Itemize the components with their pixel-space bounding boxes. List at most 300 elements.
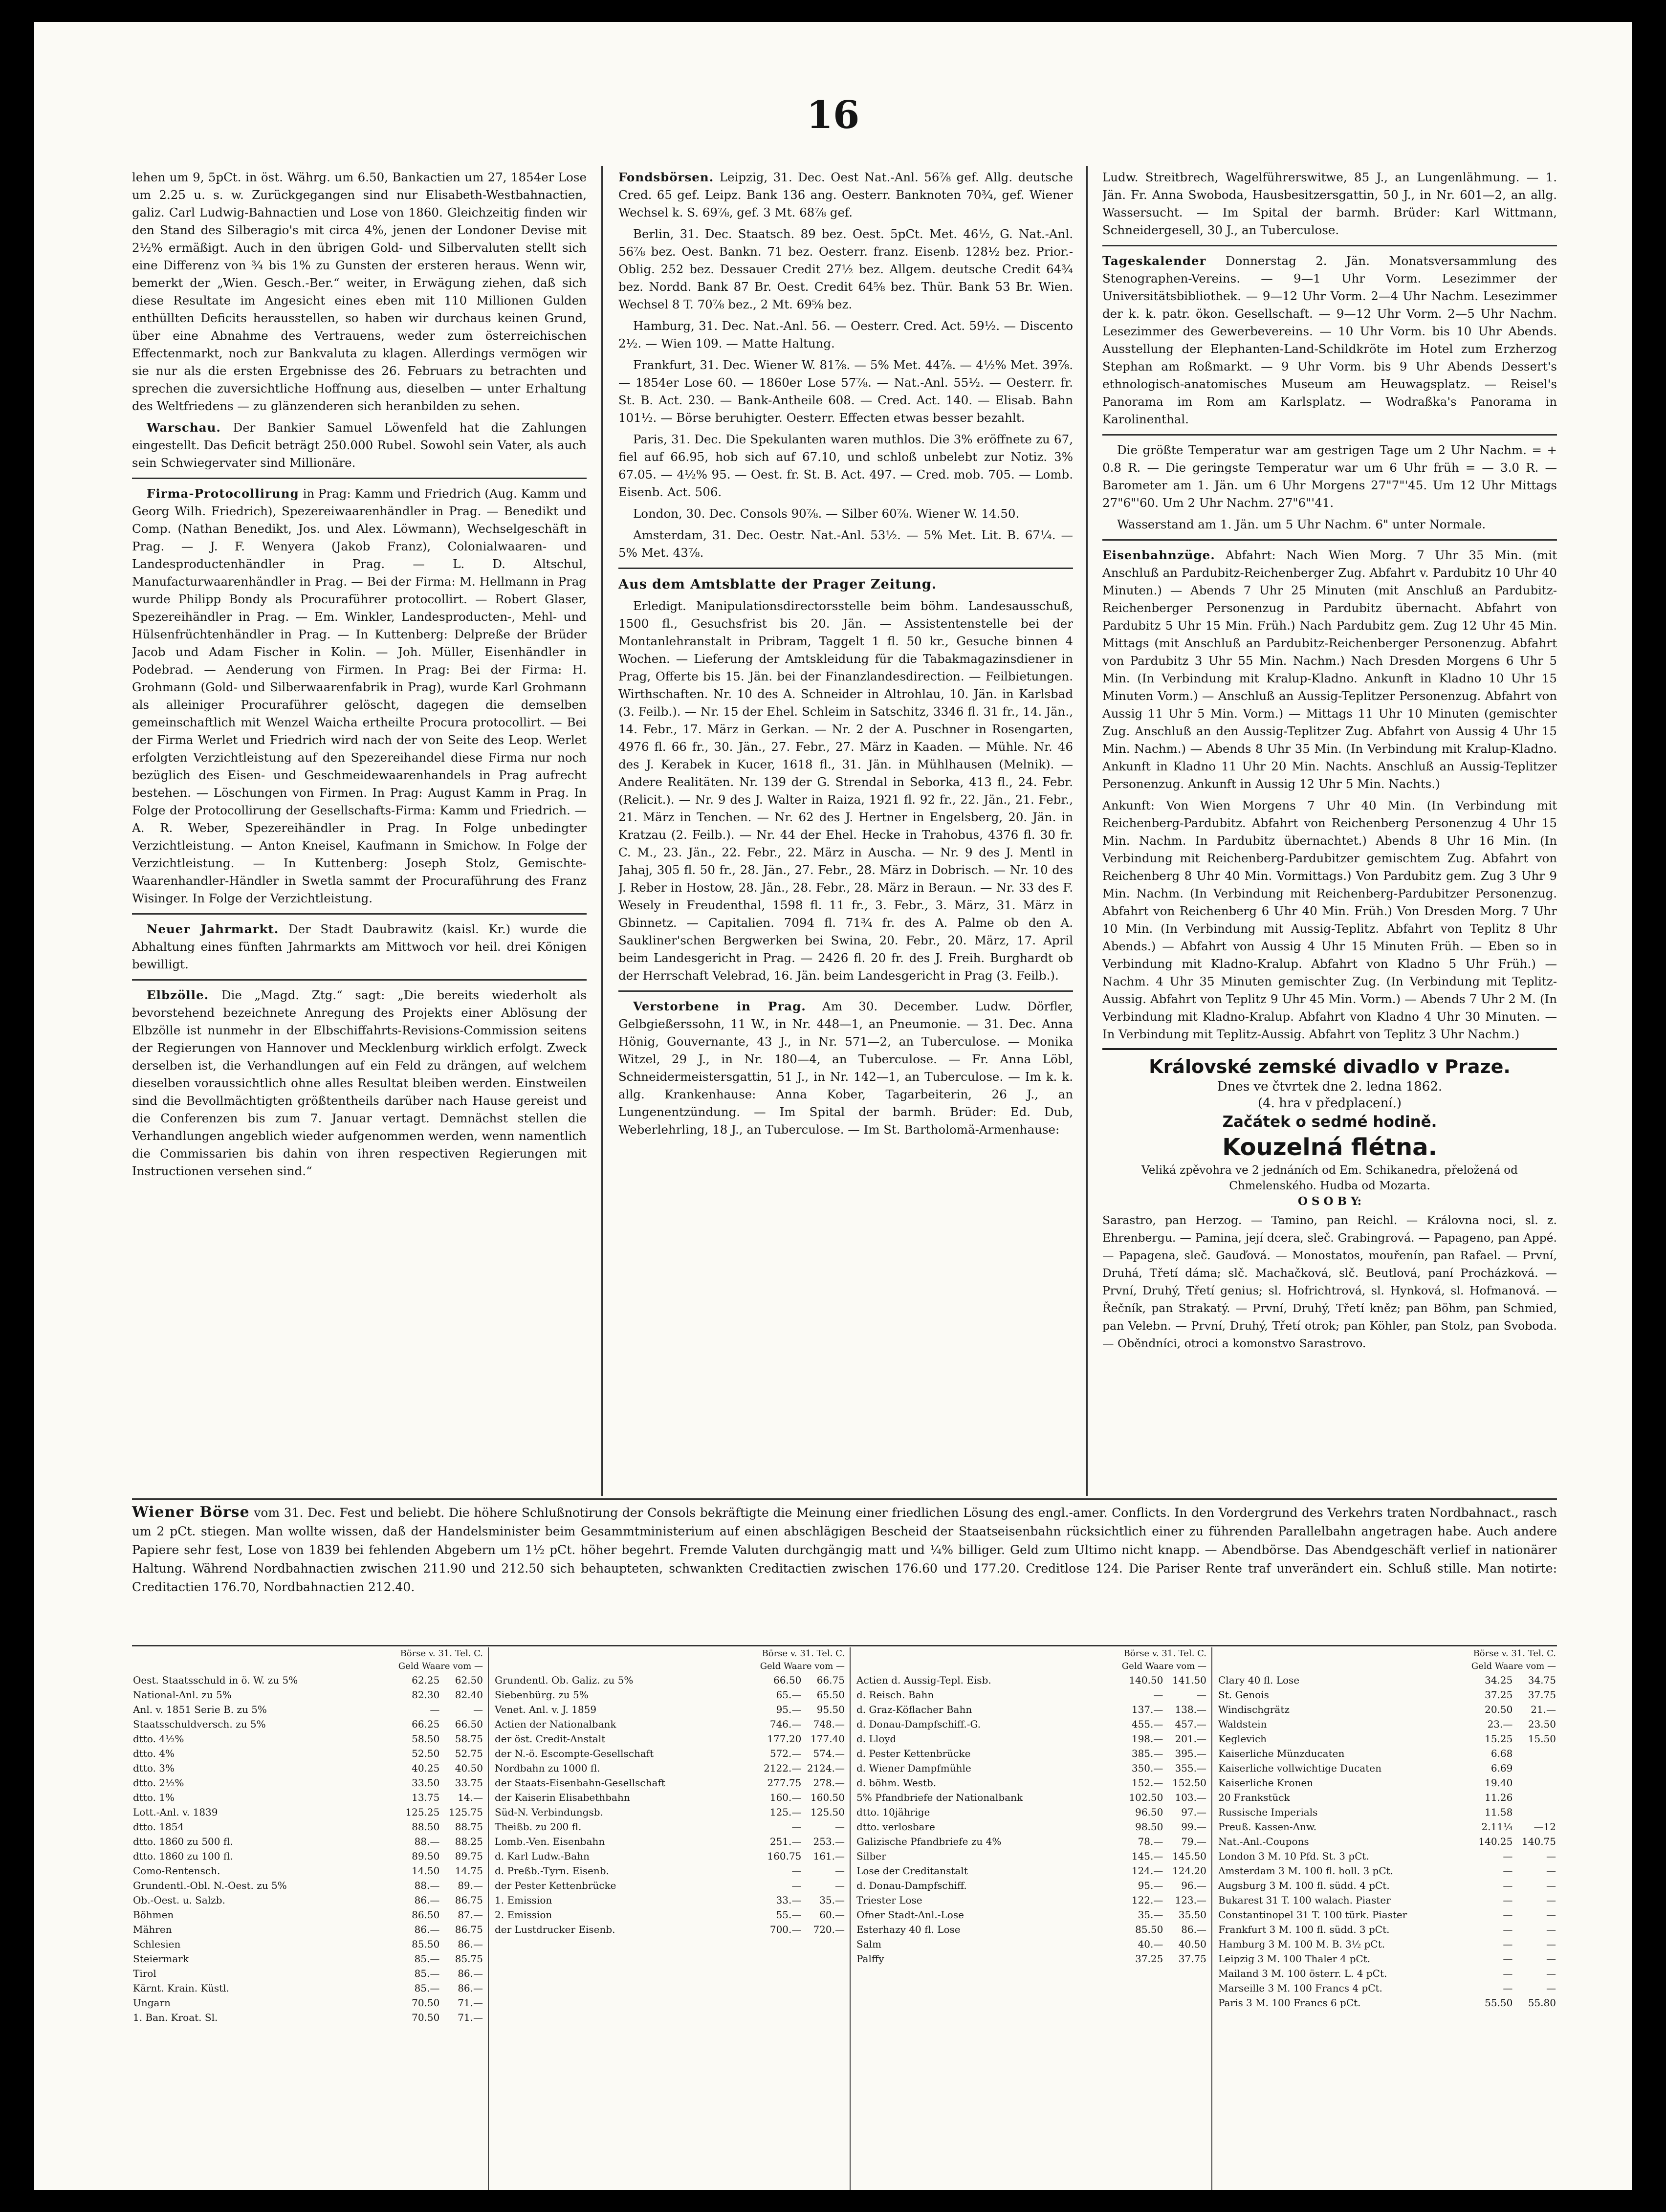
table-row bbox=[1217, 1775, 1557, 1790]
article-eisenbahn bbox=[1102, 547, 1557, 793]
waare-value: 720.— bbox=[813, 1924, 845, 1935]
geld-value: 122.— bbox=[1131, 1894, 1163, 1906]
table-header: Börse v. 31. Tel. C. bbox=[1473, 1648, 1556, 1659]
waare-value: — bbox=[1546, 1894, 1556, 1906]
geld-value: 251.— bbox=[769, 1836, 802, 1847]
security-name: d. Pester Kettenbrücke bbox=[856, 1748, 971, 1759]
waare-value: 66.75 bbox=[816, 1674, 845, 1686]
rates-table bbox=[1217, 1647, 1557, 2010]
waare-value: — bbox=[1546, 1982, 1556, 1994]
article-heading: Warschau. bbox=[147, 420, 221, 435]
security-name: der öst. Credit-Anstalt bbox=[495, 1733, 606, 1745]
waare-value: 23.50 bbox=[1528, 1718, 1556, 1730]
security-name: Steiermark bbox=[133, 1953, 189, 1965]
article-heading: Fondsbörsen. bbox=[618, 170, 714, 184]
security-name: dtto. 1860 zu 100 fl. bbox=[133, 1850, 233, 1862]
geld-value: 160.75 bbox=[767, 1850, 802, 1862]
table-row bbox=[132, 1775, 484, 1790]
security-name: d. Wiener Dampfmühle bbox=[856, 1762, 971, 1774]
waare-value: — bbox=[1546, 1938, 1556, 1950]
wiener-boerse-report bbox=[132, 1503, 1557, 1597]
column-2 bbox=[618, 169, 1073, 1493]
geld-value: 35.— bbox=[1138, 1909, 1163, 1921]
security-name: 2. Emission bbox=[495, 1909, 552, 1921]
waare-value: 14.75 bbox=[455, 1865, 483, 1877]
security-name: der Pester Kettenbrücke bbox=[495, 1880, 616, 1891]
security-name: d. Donau-Dampfschiff.-G. bbox=[856, 1718, 981, 1730]
waare-value: 40.50 bbox=[1178, 1938, 1206, 1950]
divider bbox=[618, 568, 1073, 569]
security-name: d. Preßb.-Tyrn. Eisenb. bbox=[495, 1865, 609, 1877]
security-name: St. Genois bbox=[1218, 1689, 1269, 1701]
geld-value: 20.50 bbox=[1485, 1704, 1513, 1715]
geld-value: 11.26 bbox=[1485, 1792, 1513, 1803]
temperature-report: Die größte Temperatur war am gestrigen Tage um 2 Uhr Nachm. = + 0.8 R. — Die geringste Temperatur war um 6 Uhr früh = — 3.0 R. — Barometer am 1. Jän. um 6 Uhr Morgens 27"7"'45. Um 12 Uhr Mittags 27"6"'60. Um 2 Uhr Nachm. 27"6"'41. bbox=[1102, 443, 1557, 510]
table-row bbox=[494, 1673, 846, 1687]
waare-value: 89.— bbox=[458, 1880, 483, 1891]
geld-value: 65.— bbox=[776, 1689, 802, 1701]
waare-value: 82.40 bbox=[455, 1689, 483, 1701]
table-row bbox=[132, 1863, 484, 1878]
waare-value: 66.50 bbox=[455, 1718, 483, 1730]
table-row bbox=[132, 1717, 484, 1731]
geld-value: 455.— bbox=[1131, 1718, 1163, 1730]
waare-value: — bbox=[1546, 1850, 1556, 1862]
security-name: der Staats-Eisenbahn-Gesellschaft bbox=[495, 1777, 665, 1789]
geld-value: 96.50 bbox=[1135, 1806, 1163, 1818]
geld-value: — bbox=[1503, 1924, 1513, 1935]
theatre-cast-heading: O S O B Y: bbox=[1297, 1195, 1362, 1208]
geld-value: — bbox=[1503, 1968, 1513, 1979]
security-name: Silber bbox=[856, 1850, 886, 1862]
table-row bbox=[855, 1775, 1207, 1790]
geld-value: 85.— bbox=[414, 1968, 440, 1979]
article-text: Der Bankier Samuel Löwenfeld hat die Zahlungen eingestellt. Das Deficit beträgt 250.000 Rubel. Sowohl sein Vater, als auch sein Schwiegervater sind Millionäre. bbox=[132, 420, 587, 470]
geld-value: 62.25 bbox=[412, 1674, 440, 1686]
geld-value: 125.— bbox=[769, 1806, 802, 1818]
geld-value: 140.50 bbox=[1129, 1674, 1163, 1686]
security-name: Esterhazy 40 fl. Lose bbox=[856, 1924, 961, 1935]
security-name: der Kaiserin Elisabethbahn bbox=[495, 1792, 630, 1803]
security-name: Theißb. zu 200 fl. bbox=[495, 1821, 582, 1833]
table-row bbox=[494, 1687, 846, 1702]
waare-value: 89.75 bbox=[455, 1850, 483, 1862]
table-row bbox=[494, 1849, 846, 1863]
geld-value: 145.— bbox=[1131, 1850, 1163, 1862]
table-row bbox=[1217, 1966, 1557, 1981]
table-row bbox=[1217, 1878, 1557, 1893]
article-text: Am 30. December. Ludw. Dörfler, Gelbgießerssohn, 11 W., in Nr. 448—1, an Pneumonie. — 31. Dec. Anna Hönig, Gouvernante, 43 J., in Nr. 571—2, an Tuberculose. — Monika Witzel, 29 J., in Nr. 180—4, an Tuberculose. — Fr. Anna Löbl, Schneidermeistersgattin, 51 J., in Nr. 142—1, an Tuberculose. — Im k. k. allg. Krankenhause: Anna Kober, Tagarbeiterin, 26 J., an Lungenentzündung. — Im Spital der barmh. Brüder: Ed. Dub, Weberlehrling, 18 J., an Tuberculose. — Im St. Bartholomä-Armenhause: bbox=[618, 999, 1073, 1137]
security-name: dtto. 4½% bbox=[133, 1733, 184, 1745]
geld-value: 13.75 bbox=[412, 1792, 440, 1803]
table-row bbox=[1217, 1981, 1557, 1995]
security-name: Grundentl.-Obl. N.-Oest. zu 5% bbox=[133, 1880, 287, 1891]
waare-value: — bbox=[1197, 1689, 1206, 1701]
geld-value: — bbox=[1503, 1894, 1513, 1906]
geld-value: 2.11¼ bbox=[1481, 1821, 1513, 1833]
table-row bbox=[855, 1673, 1207, 1687]
waare-value bbox=[1513, 1775, 1557, 1790]
waare-value: 457.— bbox=[1175, 1718, 1206, 1730]
table-header: Geld Waare vom — bbox=[760, 1661, 845, 1671]
table-row bbox=[494, 1717, 846, 1731]
column-rule bbox=[488, 1647, 489, 2190]
security-name: dtto. 1860 zu 500 fl. bbox=[133, 1836, 233, 1847]
security-name: 20 Frankstück bbox=[1218, 1792, 1290, 1803]
security-name: Clary 40 fl. Lose bbox=[1218, 1674, 1300, 1686]
geld-value: 37.25 bbox=[1135, 1953, 1163, 1965]
table-row bbox=[1217, 1834, 1557, 1849]
waare-value: 71.— bbox=[458, 2012, 483, 2023]
page-number: 16 bbox=[806, 93, 860, 137]
geld-value: 58.50 bbox=[412, 1733, 440, 1745]
geld-value: 85.50 bbox=[1135, 1924, 1163, 1935]
table-row bbox=[1217, 1922, 1557, 1937]
table-row bbox=[1217, 1819, 1557, 1834]
table-row bbox=[855, 1834, 1207, 1849]
table-row bbox=[132, 1731, 484, 1746]
geld-value: 70.50 bbox=[412, 1997, 440, 2009]
table-row bbox=[132, 1746, 484, 1761]
security-name: Süd-N. Verbindungsb. bbox=[495, 1806, 603, 1818]
waare-value: 21.— bbox=[1531, 1704, 1556, 1715]
geld-value: 86.50 bbox=[412, 1909, 440, 1921]
geld-value: — bbox=[1153, 1689, 1163, 1701]
geld-value: 160.— bbox=[769, 1792, 802, 1803]
table-row bbox=[1217, 1995, 1557, 2010]
table-row bbox=[1217, 1893, 1557, 1907]
waare-value: 87.— bbox=[458, 1909, 483, 1921]
column-rule bbox=[850, 1647, 851, 2190]
geld-value: 33.50 bbox=[412, 1777, 440, 1789]
table-row bbox=[855, 1951, 1207, 1966]
security-name: Keglevich bbox=[1218, 1733, 1267, 1745]
security-name: dtto. 4% bbox=[133, 1748, 175, 1759]
geld-value: 86.— bbox=[414, 1894, 440, 1906]
geld-value: 40.25 bbox=[412, 1762, 440, 1774]
security-name: 1. Ban. Kroat. Sl. bbox=[133, 2012, 218, 2023]
table-row bbox=[855, 1922, 1207, 1937]
security-name: Venet. Anl. v. J. 1859 bbox=[495, 1704, 597, 1715]
geld-value: 86.— bbox=[414, 1924, 440, 1935]
article-tageskalender bbox=[1102, 252, 1557, 428]
waare-value: 2124.— bbox=[807, 1762, 845, 1774]
table-row bbox=[1217, 1805, 1557, 1819]
security-name: Augsburg 3 M. 100 fl. südd. 4 pCt. bbox=[1218, 1880, 1390, 1891]
geld-value: 137.— bbox=[1131, 1704, 1163, 1715]
security-name: Schlesien bbox=[133, 1938, 181, 1950]
table-row bbox=[132, 1995, 484, 2010]
security-name: dtto. 3% bbox=[133, 1762, 175, 1774]
table-header: Geld Waare vom — bbox=[1471, 1661, 1556, 1671]
geld-value: 6.68 bbox=[1491, 1748, 1513, 1759]
table-row bbox=[494, 1907, 846, 1922]
geld-value: 11.58 bbox=[1485, 1806, 1513, 1818]
table-row bbox=[1217, 1951, 1557, 1966]
divider bbox=[132, 979, 587, 981]
geld-value: 152.— bbox=[1131, 1777, 1163, 1789]
table-row bbox=[132, 1907, 484, 1922]
geld-value: 37.25 bbox=[1485, 1689, 1513, 1701]
table-row bbox=[1217, 1761, 1557, 1775]
waare-value: — bbox=[835, 1880, 845, 1891]
table-row bbox=[132, 1849, 484, 1863]
report-hamburg: Hamburg, 31. Dec. Nat.-Anl. 56. — Oesterr. Cred. Act. 59½. — Discento 2½. — Wien 109. — Matte Haltung. bbox=[618, 319, 1073, 350]
geld-value: 277.75 bbox=[767, 1777, 802, 1789]
theatre-description: Veliká zpěvohra ve 2 jednáních od Em. Schikanedra, přeložená od Chmelenského. Hudba od Mozarta. bbox=[1141, 1164, 1518, 1192]
column-rule bbox=[601, 166, 603, 1496]
table-row bbox=[132, 1673, 484, 1687]
table-row bbox=[1217, 1849, 1557, 1863]
table-row bbox=[494, 1761, 846, 1775]
waare-value: 395.— bbox=[1175, 1748, 1206, 1759]
table-row bbox=[1217, 1731, 1557, 1746]
table-row bbox=[132, 1702, 484, 1717]
geld-value: 70.50 bbox=[412, 2012, 440, 2023]
waare-value: 141.50 bbox=[1172, 1674, 1206, 1686]
geld-value: — bbox=[1503, 1953, 1513, 1965]
article-heading: Eisenbahnzüge. bbox=[1102, 548, 1215, 562]
waare-value bbox=[1513, 1805, 1557, 1819]
waare-value: 37.75 bbox=[1178, 1953, 1206, 1965]
table-row bbox=[494, 1922, 846, 1937]
waare-value: 65.50 bbox=[816, 1689, 845, 1701]
security-name: d. Reisch. Bahn bbox=[856, 1689, 934, 1701]
geld-value: 34.25 bbox=[1485, 1674, 1513, 1686]
divider bbox=[132, 478, 587, 479]
table-row bbox=[855, 1790, 1207, 1805]
geld-value: 66.25 bbox=[412, 1718, 440, 1730]
geld-value: 198.— bbox=[1131, 1733, 1163, 1745]
geld-value: 55.50 bbox=[1485, 1997, 1513, 2009]
waare-value: 86.— bbox=[458, 1982, 483, 1994]
waare-value: — bbox=[1546, 1865, 1556, 1877]
security-name: 1. Emission bbox=[495, 1894, 552, 1906]
security-name: d. Donau-Dampfschiff. bbox=[856, 1880, 967, 1891]
waare-value: 15.50 bbox=[1528, 1733, 1556, 1745]
table-row bbox=[855, 1805, 1207, 1819]
geld-value: 14.50 bbox=[412, 1865, 440, 1877]
theatre-subscription: (4. hra v předplacení.) bbox=[1257, 1096, 1402, 1111]
geld-value: — bbox=[791, 1865, 802, 1877]
article-text: Die „Magd. Ztg.“ sagt: „Die bereits wiederholt als bevorstehend bezeichnete Anregung des Projekts einer Ablösung der Elbzölle ist nunmehr in der Elbschiffahrts-Revisions-Commission seitens der Regierungen von Hannover und Mecklenburg wirklich erfolgt. Zweck derselben ist, die Verhandlungen auf ein Feld zu drängen, auf welchem dieselben voraussichtlich ohne alles Resultat bleiben werden. Einstweilen sind die Bevollmächtigten größtentheils darüber nach Hause gereist und die Conferenzen bis zum 7. Januar vertagt. Demnächst stellen die Verhandlungen angeblich wieder aufgenommen werden, wenn namentlich die Commissarien bis dahin von ihren respectiven Regierungen mit Instructionen versehen sind.“ bbox=[132, 988, 587, 1178]
geld-value: 2122.— bbox=[764, 1762, 802, 1774]
table-row bbox=[132, 1893, 484, 1907]
report-amsterdam: Amsterdam, 31. Dec. Oestr. Nat.-Anl. 53½. — 5% Met. Lit. B. 67¼. — 5% Met. 43⅞. bbox=[618, 528, 1073, 560]
divider bbox=[132, 913, 587, 915]
geld-value: 88.— bbox=[414, 1836, 440, 1847]
table-row bbox=[132, 1834, 484, 1849]
security-name: Nat.-Anl.-Coupons bbox=[1218, 1836, 1309, 1847]
article-text: lehen um 9, 5pCt. in öst. Währg. um 6.50, Bankactien um 27, 1854er Lose um 2.25 u. s. w. Zurückgegangen sind nur Elisabeth-Westbahnactien, galiz. Carl Ludwig-Bahnactien und Lose von 1860. Gleichzeitig finden wir den Stand des Silberagio's mit circa 4%, jenen der Londoner Devise mit 2½% ermäßigt. Auch in den übrigen Gold- und Silbervaluten stellt sich eine Differenz von ¾ bis 1% zu Gunsten der ersteren heraus. Wenn wir, bemerkt der „Wien. Gesch.-Ber.“ weiter, in Erwägung ziehen, daß sich diese Resultate im Angesicht eines eben mit 110 Millionen Gulden enthüllten Deficits herausstellen, so haben wir durchaus keinen Grund, über eine Abnahme des Vertrauens, weder zum österreichischen Effectenmarkt, noch zur Bankvaluta zu klagen. Allerdings vermögen wir sie nur als die ersten Ergebnisse des 26. Februars zu betrachten und sprechen die zuversichtliche Hoffnung aus, dieselben — unter Erhaltung des Weltfriedens — zu glänzenderen sich heranbilden zu sehen. bbox=[132, 170, 587, 413]
table-row bbox=[855, 1731, 1207, 1746]
security-name: Lomb.-Ven. Eisenbahn bbox=[495, 1836, 605, 1847]
waare-value: 86.— bbox=[1181, 1924, 1206, 1935]
table-row bbox=[132, 1687, 484, 1702]
table-row bbox=[494, 1775, 846, 1790]
waare-value: — bbox=[835, 1865, 845, 1877]
security-name: der N.-ö. Escompte-Gesellschaft bbox=[495, 1748, 654, 1759]
waare-value: 140.75 bbox=[1522, 1836, 1556, 1847]
geld-value: 19.40 bbox=[1485, 1777, 1513, 1789]
table-row bbox=[855, 1849, 1207, 1863]
waare-value: 86.— bbox=[458, 1968, 483, 1979]
waare-value: — bbox=[835, 1821, 845, 1833]
report-london: London, 30. Dec. Consols 90⅞. — Silber 60⅞. Wiener W. 14.50. bbox=[633, 506, 1020, 521]
article-text: Donnerstag 2. Jän. Monatsversammlung des Stenographen-Vereins. — 9—1 Uhr Vorm. Lesezimmer der Universitätsbibliothek. — 9—12 Uhr Vorm. 2—4 Uhr Nachm. Lesezimmer der k. k. patr. ökon. Gesellschaft. — 9—12 Uhr Vorm. 2—5 Uhr Nachm. Lesezimmer des Gewerbevereins. — 10 Uhr Vorm. bis 10 Uhr Abends. Ausstellung der Elephanten-Land-Schildkröte im Hotel zum Erzherzog Stephan am Roßmarkt. — 9 Uhr Vorm. bis 9 Uhr Abends Dessert's ethnologisch-anatomisches Museum am Heuwagsplatz. — Reisel's Panorama im Rom am Karlsplatz. — Wodraßka's Panorama in Karolinenthal. bbox=[1102, 254, 1557, 426]
geld-value: — bbox=[430, 1704, 440, 1715]
waare-value: 160.50 bbox=[811, 1792, 845, 1803]
security-name: Siebenbürg. zu 5% bbox=[495, 1689, 589, 1701]
geld-value: 66.50 bbox=[773, 1674, 802, 1686]
table-row bbox=[494, 1878, 846, 1893]
article-fondsboersen bbox=[618, 169, 1073, 221]
geld-value: 95.— bbox=[1138, 1880, 1163, 1891]
security-name: Waldstein bbox=[1218, 1718, 1267, 1730]
security-name: dtto. 1% bbox=[133, 1792, 175, 1803]
waare-value: — bbox=[473, 1704, 483, 1715]
divider bbox=[1102, 434, 1557, 436]
waare-value: 145.50 bbox=[1172, 1850, 1206, 1862]
geld-value: 85.50 bbox=[412, 1938, 440, 1950]
waare-value: 86.75 bbox=[455, 1924, 483, 1935]
waare-value: 201.— bbox=[1175, 1733, 1206, 1745]
waare-value: 253.— bbox=[813, 1836, 845, 1847]
divider bbox=[132, 1498, 1557, 1500]
table-row bbox=[855, 1702, 1207, 1717]
table-row bbox=[494, 1790, 846, 1805]
geld-value: 98.50 bbox=[1135, 1821, 1163, 1833]
column-1 bbox=[132, 169, 587, 1493]
waare-value: 125.50 bbox=[811, 1806, 845, 1818]
waare-value: 748.— bbox=[813, 1718, 845, 1730]
waare-value: 37.75 bbox=[1528, 1689, 1556, 1701]
waare-value: —12 bbox=[1534, 1821, 1556, 1833]
security-name: Kärnt. Krain. Küstl. bbox=[133, 1982, 229, 1994]
security-name: Frankfurt 3 M. 100 fl. südd. 3 pCt. bbox=[1218, 1924, 1390, 1935]
article-verstorbene bbox=[618, 998, 1073, 1139]
divider bbox=[1102, 245, 1557, 246]
article-heading: Wiener Börse bbox=[132, 1504, 250, 1521]
theatre-title: Královské zemské divadlo v Praze. bbox=[1149, 1056, 1511, 1077]
security-name: Lott.-Anl. v. 1839 bbox=[133, 1806, 218, 1818]
security-name: d. Lloyd bbox=[856, 1733, 897, 1745]
theatre-opera: Kouzelná flétna. bbox=[1222, 1134, 1437, 1161]
geld-value: — bbox=[1503, 1865, 1513, 1877]
article-text: Erledigt. Manipulationsdirectorsstelle beim böhm. Landesausschuß, 1500 fl., Gesuchsfrist bis 20. Jän. — Assistentenstelle bei der Montanlehranstalt in Pribram, Taggelt 1 fl. 50 kr., Gesuche binnen 4 Wochen. — Lieferung der Amtskleidung für die Tabakmagazinsdiener in Prag, Offerte bis 15. Jän. bei der Finanzlandesdirection. — Feilbietungen. Wirthschaften. Nr. 10 des A. Schneider in Altrohlau, 10. Jän. in Karlsbad (3. Feilb.). — Nr. 15 der Ehel. Schleim in Satschitz, 3346 fl. 31 fr., 14. Jän., 14. Febr., 17. März in Gerkan. — Nr. 2 der A. Puschner in Rosengarten, 4976 fl. 66 fr., 30. Jän., 27. Febr., 27. März in Kaaden. — Mühle. Nr. 46 des J. Kerabek in Kucer, 1618 fl., 31. Jän. in Mühlhausen (Melnik). — Andere Realitäten. Nr. 139 der G. Strendal in Seborka, 413 fl., 24. Febr. (Relicit.). — Nr. 9 des J. Walter in Raiza, 1921 fl. 92 fr., 22. Jän., 21. Febr., 21. März in Tenchen. — Nr. 62 des J. Hertner in Engelsberg, 20. Jän. in Kratzau (2. Feilb.). — Nr. 44 der Ehel. Hecke in Trahobus, 4376 fl. 30 fr. C. M., 23. Jän., 22. Febr., 22. März in Auscha. — Nr. 9 des J. Mentl in Jahaj, 305 fl. 50 fr., 28. Jän., 27. Febr., 28. März in Dobrisch. — Nr. 10 des J. Reber in Hostow, 28. Jän., 28. Febr., 28. März in Beraun. — Nr. 33 des F. Wesely in Freudenthal, 1598 fl. 11 fr., 3. Febr., 3. März, 31. März in Gbinnetz. — Capitalien. 7094 fl. 71¾ fr. des A. Palme ob den A. Saukliner'schen Bergwerken bei Swina, 20. Febr., 20. März, 17. April beim Landesgericht in Prag. — 2426 fl. 20 fr. des J. Freih. Burghardt ob der Herrschaft Velebrad, 16. Jän. beim Landesgericht in Prag (3. Feilb.). bbox=[618, 599, 1073, 983]
waare-value: 86.— bbox=[458, 1938, 483, 1950]
geld-value: 78.— bbox=[1138, 1836, 1163, 1847]
table-column-4 bbox=[1217, 1647, 1557, 2010]
geld-value: 52.50 bbox=[412, 1748, 440, 1759]
geld-value: 85.— bbox=[414, 1982, 440, 1994]
waare-value: 574.— bbox=[813, 1748, 845, 1759]
security-name: dtto. verlosbare bbox=[856, 1821, 935, 1833]
table-row bbox=[132, 1966, 484, 1981]
security-name: dtto. 2½% bbox=[133, 1777, 184, 1789]
waare-value: 97.— bbox=[1181, 1806, 1206, 1818]
waare-value: 58.75 bbox=[455, 1733, 483, 1745]
table-row bbox=[132, 1951, 484, 1966]
waare-value: 79.— bbox=[1181, 1836, 1206, 1847]
security-name: Triester Lose bbox=[856, 1894, 922, 1906]
waare-value: 55.80 bbox=[1528, 1997, 1556, 2009]
column-rule bbox=[1086, 166, 1088, 1496]
waare-value: 152.50 bbox=[1172, 1777, 1206, 1789]
waare-value: 33.75 bbox=[455, 1777, 483, 1789]
security-name: Como-Rentensch. bbox=[133, 1865, 220, 1877]
waare-value: 177.40 bbox=[811, 1733, 845, 1745]
geld-value: 82.30 bbox=[412, 1689, 440, 1701]
geld-value: — bbox=[1503, 1982, 1513, 1994]
rates-table bbox=[855, 1647, 1207, 1966]
table-row bbox=[494, 1746, 846, 1761]
newspaper-page bbox=[34, 22, 1632, 2190]
waare-value: 103.— bbox=[1175, 1792, 1206, 1803]
security-name: 5% Pfandbriefe der Nationalbank bbox=[856, 1792, 1023, 1803]
waare-value: 62.50 bbox=[455, 1674, 483, 1686]
security-name: d. Graz-Köflacher Bahn bbox=[856, 1704, 972, 1715]
table-row bbox=[132, 1878, 484, 1893]
security-name: Kaiserliche Münzducaten bbox=[1218, 1748, 1345, 1759]
waare-value bbox=[1513, 1761, 1557, 1775]
table-row bbox=[132, 2010, 484, 2025]
security-name: Windischgrätz bbox=[1218, 1704, 1290, 1715]
table-row bbox=[132, 1819, 484, 1834]
table-row bbox=[132, 1981, 484, 1995]
geld-value: 55.— bbox=[776, 1909, 802, 1921]
geld-value: 124.— bbox=[1131, 1865, 1163, 1877]
geld-value: 6.69 bbox=[1491, 1762, 1513, 1774]
article-text: Der Stadt Daubrawitz (kaisl. Kr.) wurde die Abhaltung eines fünften Jahrmarkts am Mittwoch vor heil. drei Königen bewilligt. bbox=[132, 922, 587, 971]
article-text: Leipzig, 31. Dec. Oest Nat.-Anl. 56⅞ gef. Allg. deutsche Cred. 65 gef. Leipz. Bank 136 ang. Oesterr. Banknoten 70¾, gef. Wiener Wechsel k. S. 69⅞, gef. 3 Mt. 68⅞ gef. bbox=[618, 170, 1073, 219]
table-row bbox=[1217, 1702, 1557, 1717]
geld-value: 33.— bbox=[776, 1894, 802, 1906]
waare-value: 60.— bbox=[819, 1909, 845, 1921]
table-row bbox=[855, 1819, 1207, 1834]
security-name: Amsterdam 3 M. 100 fl. holl. 3 pCt. bbox=[1218, 1865, 1394, 1877]
article-heading: Elbzölle. bbox=[147, 988, 209, 1002]
divider bbox=[618, 990, 1073, 992]
article-warschau bbox=[132, 419, 587, 472]
waare-value: 40.50 bbox=[455, 1762, 483, 1774]
geld-value: 95.— bbox=[776, 1704, 802, 1715]
report-berlin: Berlin, 31. Dec. Staatsch. 89 bez. Oest. 5pCt. Met. 46½, G. Nat.-Anl. 56⅞ bez. Oest. Bankn. 71 bez. Oesterr. franz. Eisenb. 128½ bez. Prior.-Oblig. 252 bez. Dessauer Credit 27½ bez. Allgem. deutsche Credit 64¾ bez. Nordd. Bank 87 Br. Oest. Credit 64⅝ bez. Thür. Bank 53 Br. Wien. Wechsel 8 T. 70⅞ bez., 2 Mt. 69⅝ bez. bbox=[618, 227, 1073, 311]
geld-value: 88.— bbox=[414, 1880, 440, 1891]
security-name: dtto. 10jährige bbox=[856, 1806, 930, 1818]
table-row bbox=[1217, 1907, 1557, 1922]
security-name: Actien der Nationalbank bbox=[495, 1718, 616, 1730]
table-header: Börse v. 31. Tel. C. bbox=[1123, 1648, 1206, 1659]
security-name: Ungarn bbox=[133, 1997, 171, 2009]
geld-value: 385.— bbox=[1131, 1748, 1163, 1759]
security-name: Actien d. Aussig-Tepl. Eisb. bbox=[856, 1674, 991, 1686]
report-paris: Paris, 31. Dec. Die Spekulanten waren muthlos. Die 3% eröffnete zu 67, fiel auf 66.95, hob sich auf 67.10, und schloß unbelebt zur Notiz. 3% 67.05. — 4½% 95. — Oest. fr. St. B. Act. 497. — Cred. mob. 705. — Lomb. Eisenb. Act. 506. bbox=[618, 432, 1073, 499]
table-row bbox=[132, 1937, 484, 1951]
article-firma bbox=[132, 485, 587, 907]
geld-value: — bbox=[1503, 1850, 1513, 1862]
waare-value: 95.50 bbox=[816, 1704, 845, 1715]
waare-value: 71.— bbox=[458, 1997, 483, 2009]
waare-value: 35.— bbox=[819, 1894, 845, 1906]
security-name: Grundentl. Ob. Galiz. zu 5% bbox=[495, 1674, 634, 1686]
geld-value: 23.— bbox=[1487, 1718, 1513, 1730]
geld-value: — bbox=[1503, 1880, 1513, 1891]
waare-value: 96.— bbox=[1181, 1880, 1206, 1891]
security-name: d. böhm. Westb. bbox=[856, 1777, 937, 1789]
table-row bbox=[494, 1805, 846, 1819]
table-row bbox=[855, 1893, 1207, 1907]
